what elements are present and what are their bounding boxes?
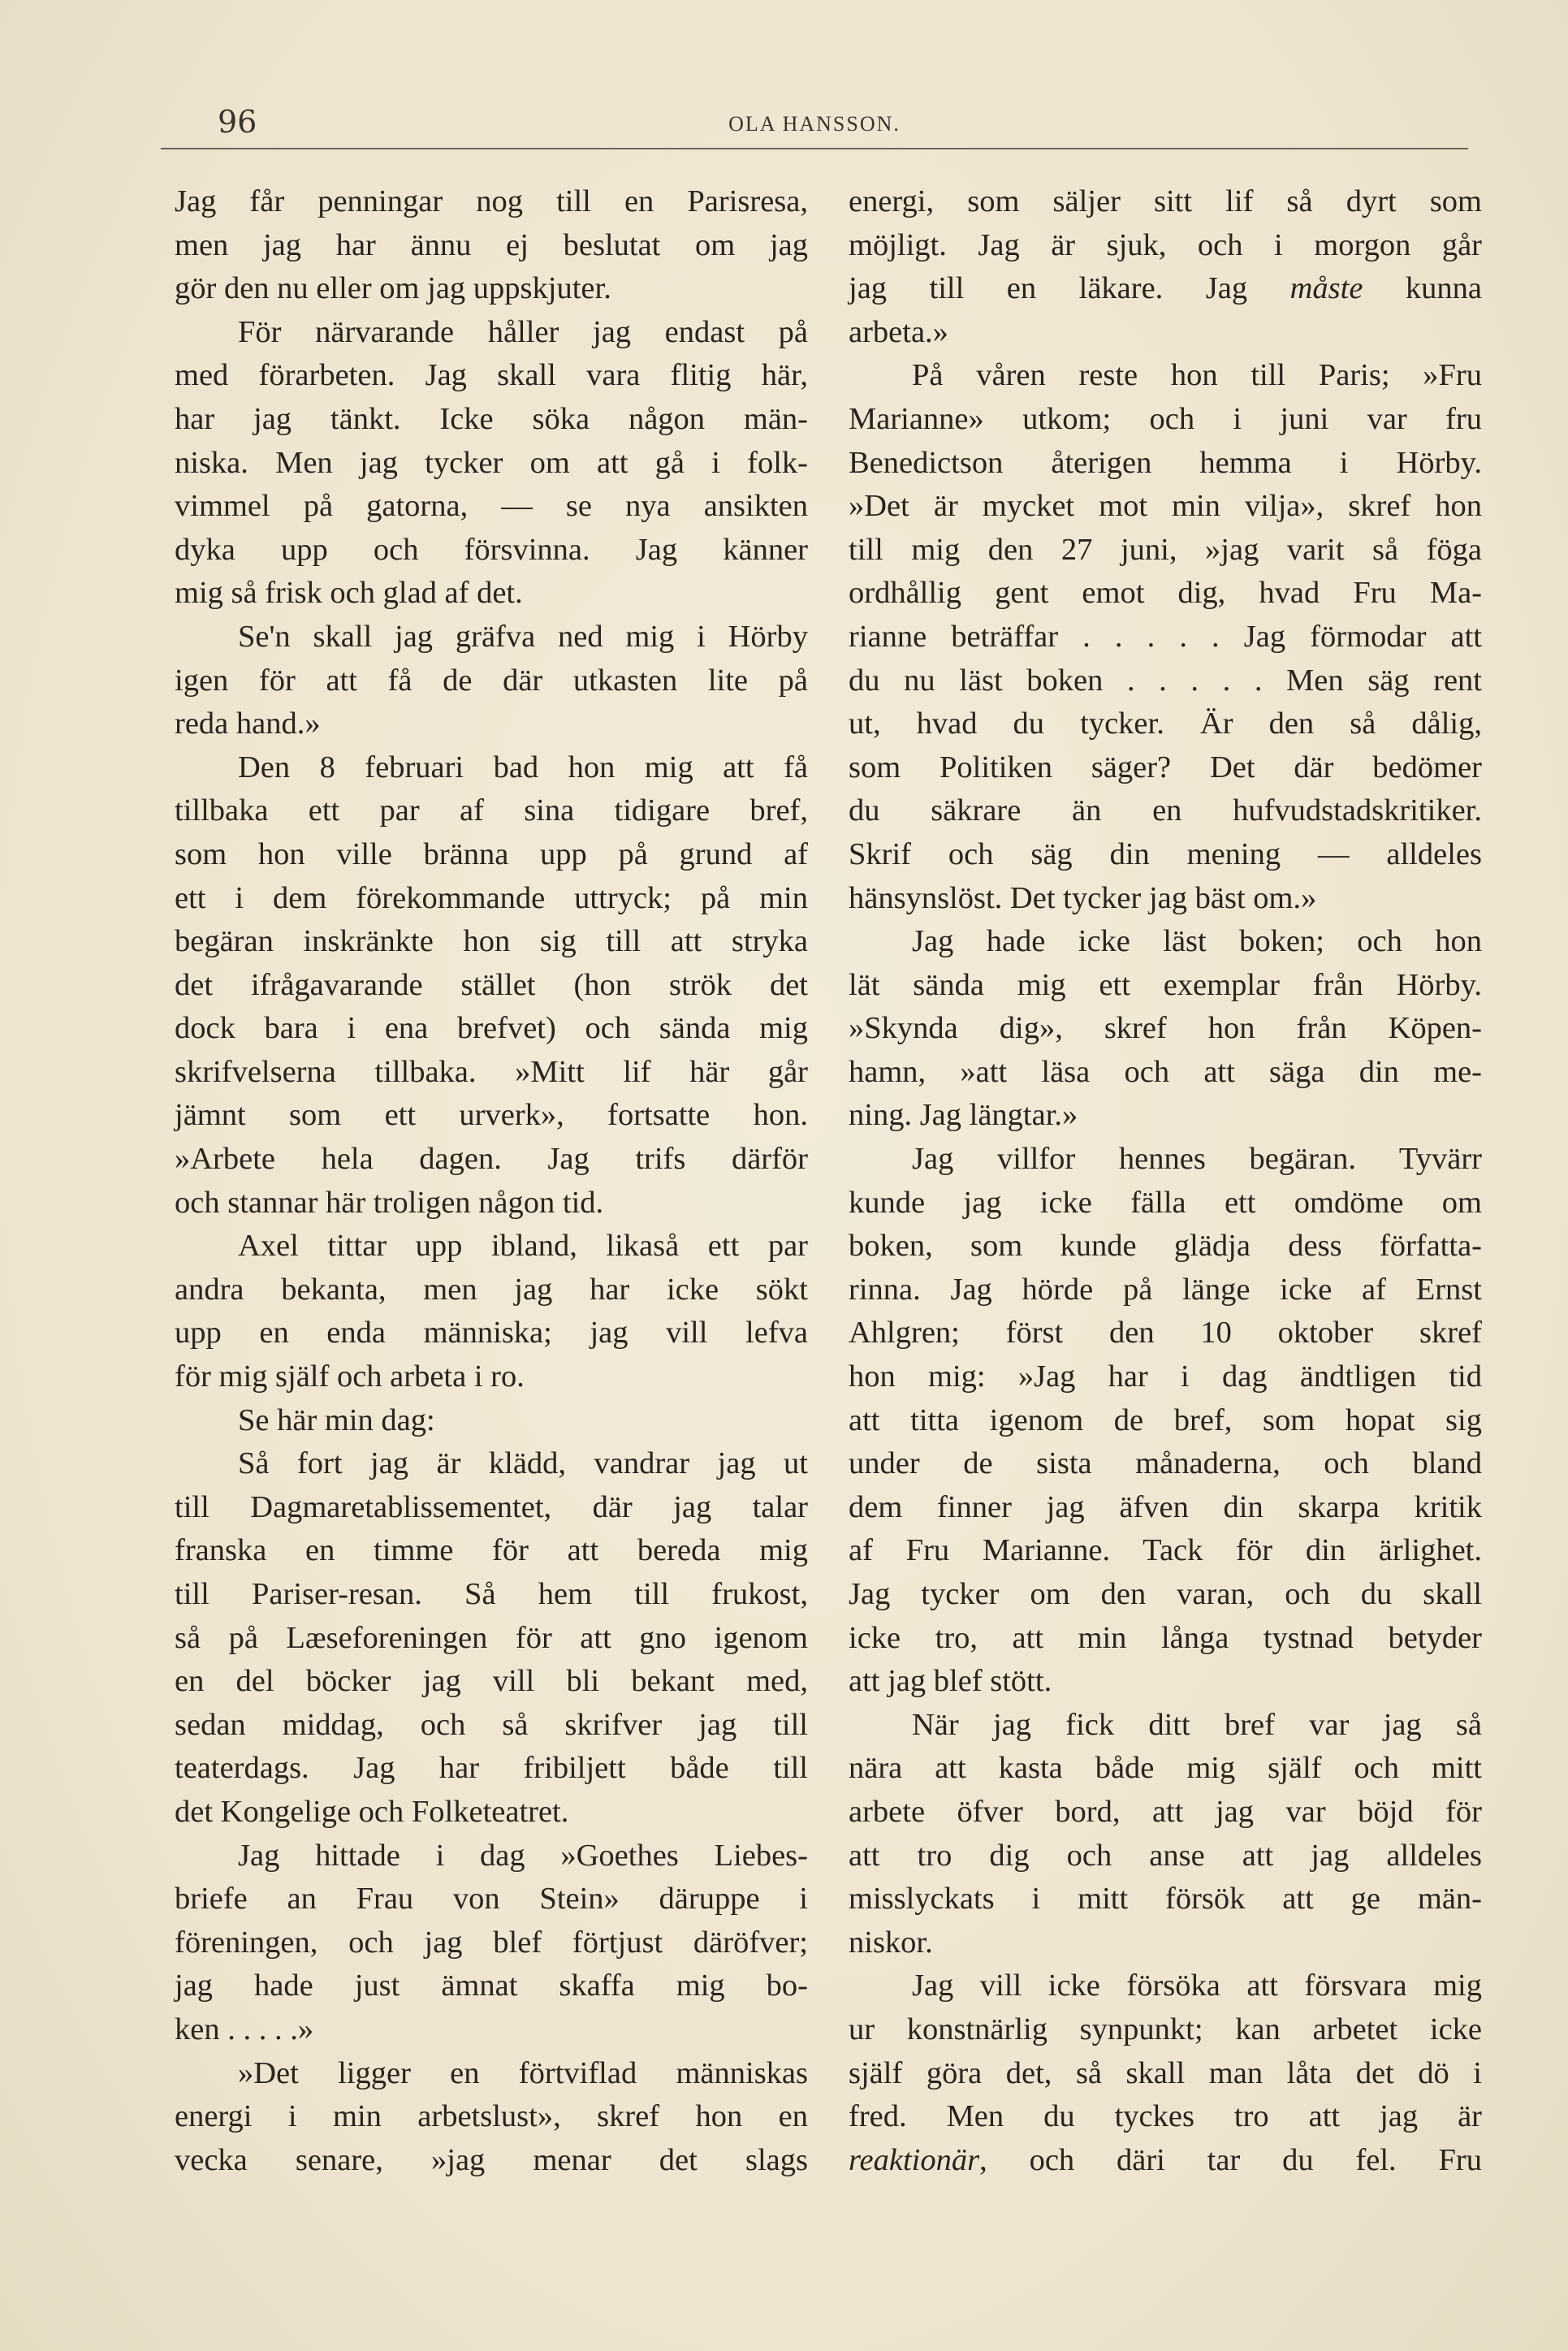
text-line: Marianne» utkom; och i juni var fru [849,401,1482,436]
text-line: rinna. Jag hörde på länge icke af Ernst [849,1272,1482,1307]
text-fragment: jag till en läkare. Jag [849,271,1290,306]
text-line: briefe an Frau von Stein» däruppe i [175,1882,808,1917]
text-line [849,267,1482,311]
text-line: tillbaka ett par af sina tidigare bref, [175,793,808,828]
right-text-column [849,180,1482,2182]
text-line: det ifrågavarande stället (hon strök det [175,967,808,1002]
text-line: själf göra det, så skall man låta det dö i [849,2055,1482,2090]
text-line: Jag vill icke försöka att försvara mig [912,1969,1482,2003]
text-line: reda hand.» [175,707,321,741]
text-line: hon mig: »Jag har i dag ändtligen tid [849,1359,1482,1394]
text-fragment: kunna [1363,271,1482,306]
text-line: ett i dem förekommande uttryck; på min [175,880,808,915]
text-line: har jag tänkt. Icke söka någon män- [175,401,808,436]
text-line: teaterdags. Jag har fribiljett både till [175,1751,808,1786]
text-line: andra bekanta, men jag har icke sökt [175,1272,808,1307]
emphasized-word: måste [1289,271,1363,306]
text-line: af Fru Marianne. Tack för din ärlighet. [849,1533,1482,1568]
text-line: du säkrare än en hufvudstadskritiker. [849,793,1482,828]
text-line: niskor. [849,1925,933,1960]
running-head: OLA HANSSON. [728,112,901,136]
text-line: Jag hittade i dag »Goethes Liebes- [238,1838,808,1873]
text-line: Axel tittar upp ibland, likaså ett par [238,1229,808,1264]
text-line: ning. Jag längtar.» [849,1098,1078,1133]
text-line: Den 8 februari bad hon mig att få [238,750,808,784]
text-line: franska en timme för att bereda mig [175,1533,808,1568]
text-fragment: , och däri tar du fel. Fru [979,2142,1482,2177]
text-line: »Arbete hela dagen. Jag trifs därför [175,1142,808,1177]
text-line: Jag hade icke läst boken; och hon [912,924,1482,959]
text-line: en del böcker jag vill bli bekant med, [175,1664,808,1699]
text-line: Se här min dag: [238,1402,435,1437]
text-line: Så fort jag är klädd, vandrar jag ut [238,1446,808,1481]
text-line: begäran inskränkte hon sig till att stryka [175,924,808,959]
text-line: hänsynslöst. Det tycker jag bäst om.» [849,880,1317,915]
text-line: När jag fick ditt bref var jag så [912,1707,1482,1742]
text-line: fred. Men du tyckes tro att jag är [849,2099,1482,2134]
text-line: Se'n skall jag gräfva ned mig i Hörby [238,619,808,654]
text-line: som Politiken säger? Det där bedömer [849,750,1482,784]
text-line: dyka upp och försvinna. Jag känner [175,532,808,567]
text-line: att tro dig och anse att jag alldeles [849,1838,1482,1873]
text-line: som hon ville bränna upp på grund af [175,836,808,871]
text-line: vimmel på gatorna, — se nya ansikten [175,489,808,524]
text-line: »Det ligger en förtviflad människas [238,2055,808,2090]
text-line [849,2139,1482,2183]
text-line: mig så frisk och glad af det. [175,576,523,611]
text-line: hamn, »att läsa och att säga din me- [849,1054,1482,1089]
text-line: sedan middag, och så skrifver jag till [175,1707,808,1742]
text-line: du nu läst boken . . . . . Men säg rent [849,663,1482,698]
text-line: »Det är mycket mot min vilja», skref hon [849,489,1482,524]
text-line: energi, som säljer sitt lif så dyrt som [849,184,1482,218]
text-line: För närvarande håller jag endast på [238,314,808,349]
text-line: under de sista månaderna, och bland [849,1446,1482,1481]
emphasized-word: reaktionär [849,2142,980,2177]
text-line: Skrif och säg din mening — alldeles [849,836,1482,871]
text-line: med förarbeten. Jag skall vara flitig här, [175,358,808,393]
text-line: jämnt som ett urverk», fortsatte hon. [175,1098,808,1133]
page-header [161,104,1468,145]
text-line: »Skynda dig», skref hon från Köpen- [849,1011,1482,1046]
text-line: föreningen, och jag blef förtjust däröfver; [175,1925,808,1960]
text-line: ut, hvad du tycker. Är den så dålig, [849,707,1482,741]
page-number: 96 [218,104,257,140]
text-line: Benedictson återigen hemma i Hörby. [849,445,1482,480]
text-line: jag hade just ämnat skaffa mig bo- [175,1969,808,2003]
text-line: dock bara i ena brefvet) och sända mig [175,1011,808,1046]
text-line: På våren reste hon till Paris; »Fru [912,358,1482,393]
text-line: skrifvelserna tillbaka. »Mitt lif här går [175,1054,808,1089]
text-line: Ahlgren; först den 10 oktober skref [849,1316,1482,1351]
text-line: att titta igenom de bref, som hopat sig [849,1402,1482,1437]
text-line: rianne beträffar . . . . . Jag förmodar att [849,619,1482,654]
text-line: gör den nu eller om jag uppskjuter. [175,271,611,306]
text-line: Jag villfor hennes begäran. Tyvärr [912,1142,1482,1177]
text-line: det Kongelige och Folketeatret. [175,1794,569,1829]
header-rule [161,148,1468,149]
text-line: för mig själf och arbeta i ro. [175,1359,525,1394]
text-line: niska. Men jag tycker om att gå i folk- [175,445,808,480]
text-line: igen för att få de där utkasten lite på [175,663,808,698]
text-line: till mig den 27 juni, »jag varit så föga [849,532,1482,567]
text-line: nära att kasta både mig själf och mitt [849,1751,1482,1786]
text-line: upp en enda människa; jag vill lefva [175,1316,808,1351]
text-line: kunde jag icke fälla ett omdöme om [849,1185,1482,1220]
text-line: misslyckats i mitt försök att ge män- [849,1882,1482,1917]
left-text-column [175,180,808,2182]
text-line: icke tro, att min långa tystnad betyder [849,1620,1482,1655]
text-line: till Dagmaretablissementet, där jag talar [175,1489,808,1524]
text-line: till Pariser-resan. Så hem till frukost, [175,1577,808,1611]
text-line: så på Læseforeningen för att gno igenom [175,1620,808,1655]
text-line: Jag får penningar nog till en Parisresa, [175,184,808,218]
text-line: lät sända mig ett exemplar från Hörby. [849,967,1482,1002]
text-line: dem finner jag äfven din skarpa kritik [849,1489,1482,1524]
text-line: att jag blef stött. [849,1664,1052,1699]
text-line: ordhållig gent emot dig, hvad Fru Ma- [849,576,1482,611]
text-line: men jag har ännu ej beslutat om jag [175,227,808,262]
text-line: möjligt. Jag är sjuk, och i morgon går [849,227,1482,262]
text-line: ken . . . . .» [175,2012,314,2046]
text-line: vecka senare, »jag menar det slags [175,2142,808,2177]
text-line: boken, som kunde glädja dess författa- [849,1229,1482,1264]
text-line: energi i min arbetslust», skref hon en [175,2099,808,2134]
text-line: ur konstnärlig synpunkt; kan arbetet icke [849,2012,1482,2046]
text-line: arbete öfver bord, att jag var böjd för [849,1794,1482,1829]
text-line: Jag tycker om den varan, och du skall [849,1577,1482,1611]
text-line: och stannar här troligen någon tid. [175,1185,604,1220]
text-line: arbeta.» [849,314,948,349]
